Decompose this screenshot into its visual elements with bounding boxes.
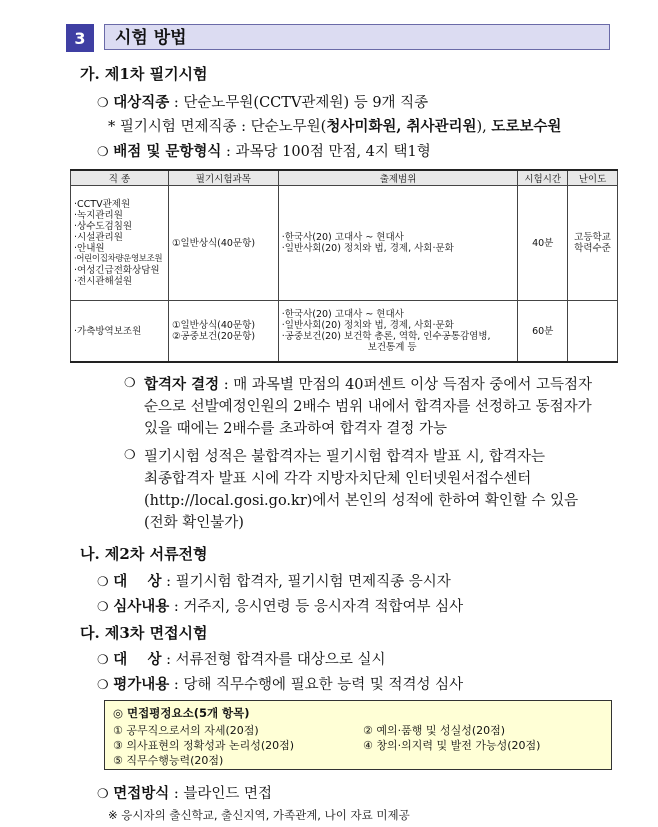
score-check-text [144, 446, 624, 534]
subjects-cell [168, 186, 278, 301]
factors-row [113, 753, 603, 768]
score-label: 배점 및 문항형식 [113, 143, 222, 160]
score-check-line: (http://local.gosi.go.kr)에서 본인의 성적에 한하여 확인할 수 있음 [144, 493, 579, 509]
job-item: ·CCTV관제원 [74, 199, 131, 210]
exempt-jobs-line [108, 115, 561, 136]
score-text: : 과목당 100점 만점, 4지 택1형 [226, 144, 431, 160]
header-subject: 필기시험과목 [168, 170, 278, 186]
pass-line: 있을 때에는 2배수를 초과하여 합격자 결정 가능 [144, 421, 448, 437]
scope-item: ·일반사회(20) 정치와 법, 경제, 사회·문화 [281, 320, 454, 331]
document-target-text: : 필기시험 합격자, 필기시험 면제직종 응시자 [166, 574, 451, 590]
table-header-row [71, 170, 618, 186]
section-number: 3 [66, 24, 94, 52]
interview-note: ※ 응시자의 출신학교, 출신지역, 가족관계, 나이 자료 미제공 [108, 808, 410, 822]
header-level: 난이도 [568, 170, 618, 186]
bullet-icon: ❍ [97, 678, 109, 693]
pass-line: 순으로 선발예정인원의 2배수 범위 내에서 합격자를 선정하고 동점자가 [144, 399, 592, 415]
table-row [71, 186, 618, 301]
factor-item: ⑤ 직무수행능력(20점) [113, 754, 224, 767]
target-text: : 단순노무원(CCTV관제원) 등 9개 직종 [173, 95, 429, 111]
interview-heading: 다. 제3차 면접시험 [80, 624, 208, 642]
bullet-icon: ❍ [97, 653, 109, 668]
jobs-cell [71, 186, 169, 301]
level-item: 고등학교 [574, 232, 611, 243]
bullet-icon: ❍ [124, 376, 136, 391]
job-item: ·어린이집차량운영보조원 [74, 254, 163, 264]
factors-box-title: ◎ 면접평정요소(5개 항목) [113, 706, 250, 720]
exempt-prefix: * 필기시험 면제직종 : 단순노무원( [108, 119, 327, 135]
table-row [71, 301, 618, 363]
job-item: ·가축방역보조원 [74, 325, 142, 337]
level-cell [568, 301, 618, 363]
pass-decision-text [144, 374, 624, 440]
document-content-line [97, 595, 463, 616]
document-target-line [97, 570, 451, 591]
time-cell: 60분 [518, 301, 568, 363]
interview-target-line [97, 648, 386, 669]
exempt-mid: ), [476, 119, 492, 135]
document-screening-heading: 나. 제2차 서류전형 [80, 545, 208, 563]
document-content-label: 심사내용 [113, 598, 170, 615]
document-content-text: : 거주지, 응시연령 등 응시자격 적합여부 심사 [173, 599, 464, 615]
interview-method-line [97, 782, 272, 803]
interview-method-label: 면접방식 [113, 785, 170, 802]
interview-eval-line [97, 673, 463, 694]
exam-table [70, 169, 618, 363]
scope-cell [278, 301, 518, 363]
subject-item: ①일반상식(40문항) [171, 237, 256, 249]
score-check-line: (전화 확인불가) [144, 515, 244, 531]
factors-row [113, 738, 603, 753]
scope-cell [278, 186, 518, 301]
job-item: ·시설관리원 [74, 232, 123, 243]
document-target-label: 대 상 [113, 573, 162, 590]
scope-item: ·공중보건(20) 보건학 총론, 역학, 인수공통감염병, [281, 331, 491, 342]
interview-target-text: : 서류전형 합격자를 대상으로 실시 [166, 652, 386, 668]
factor-item: ③ 의사표현의 정확성과 논리성(20점) [113, 739, 295, 752]
bullet-icon: ❍ [97, 787, 109, 802]
target-label: 대상직종 [113, 94, 170, 111]
factor-item: ② 예의·품행 및 성실성(20점) [363, 724, 506, 737]
subject-item: ①일반상식(40문항) [171, 320, 256, 331]
time-cell: 40분 [518, 186, 568, 301]
bullet-icon: ❍ [97, 600, 109, 615]
score-check-line: 최종합격자 발표 시에 각각 지방자치단체 인터넷원서접수센터 [144, 471, 532, 487]
bullet-icon: ❍ [97, 575, 109, 590]
scope-item: ·한국사(20) 고대사 ~ 현대사 [281, 309, 404, 320]
scope-item: ·한국사(20) 고대사 ~ 현대사 [281, 232, 404, 243]
job-item: ·녹지관리원 [74, 210, 123, 221]
job-item: ·안내원 [74, 243, 105, 254]
bullet-icon: ❍ [97, 96, 109, 111]
scope-item: 보건통계 등 [367, 342, 417, 353]
job-item: ·전시관해설원 [74, 276, 133, 287]
header-time: 시험시간 [518, 170, 568, 186]
job-item: ·여성긴급전화상담원 [74, 265, 160, 276]
interview-eval-label: 평가내용 [113, 676, 170, 693]
written-exam-heading: 가. 제1차 필기시험 [80, 65, 208, 83]
interview-eval-text: : 당해 직무수행에 필요한 능력 및 적격성 심사 [173, 677, 464, 693]
level-item: 학력수준 [574, 243, 611, 254]
subjects-cell [168, 301, 278, 363]
interview-factors-box [104, 700, 612, 770]
interview-target-label: 대 상 [113, 651, 162, 668]
pass-line: : 매 과목별 만점의 40퍼센트 이상 득점자 중에서 고득점자 [223, 377, 593, 393]
score-format-line [97, 140, 431, 161]
exempt-jobs-bold: 청사미화원, 취사관리원 [326, 118, 477, 135]
factors-row [113, 723, 603, 738]
factor-item: ④ 창의·의지력 및 발전 가능성(20점) [363, 739, 541, 752]
jobs-cell [71, 301, 169, 363]
pass-label: 합격자 결정 [144, 376, 220, 393]
level-cell [568, 186, 618, 301]
scope-item: ·일반사회(20) 정치와 법, 경제, 사회·문화 [281, 243, 454, 254]
bullet-icon: ❍ [124, 448, 136, 463]
interview-method-text: : 블라인드 면접 [173, 786, 273, 802]
section-title: 시험 방법 [104, 24, 610, 50]
bullet-icon: ❍ [97, 145, 109, 160]
header-scope: 출제범위 [278, 170, 518, 186]
factor-item: ① 공무직으로서의 자세(20점) [113, 724, 259, 737]
job-item: ·상수도검침원 [74, 221, 133, 232]
target-jobs-line [97, 91, 428, 112]
score-check-line: 필기시험 성적은 불합격자는 필기시험 합격자 발표 시, 합격자는 [144, 449, 546, 465]
header-job: 직 종 [71, 170, 169, 186]
exempt-jobs-bold2: 도로보수원 [491, 118, 562, 135]
subject-item: ②공중보건(20문항) [171, 331, 256, 342]
